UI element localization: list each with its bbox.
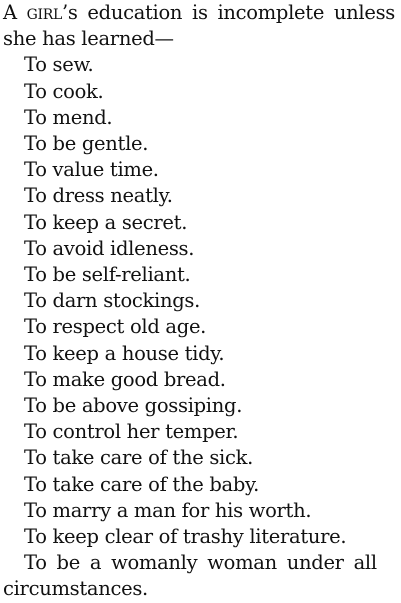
intro-rest: ’s education is incomplete unless she has learned— (3, 1, 395, 51)
last-item-line-2: circumstances. (3, 577, 148, 601)
list-item: To control her temper. (24, 420, 239, 444)
list-item: To keep clear of trashy literature. (24, 525, 347, 549)
last-item-line-1: To be a womanly woman under all (24, 551, 377, 575)
list-item: To make good bread. (24, 367, 226, 391)
list-item: To mend. (24, 105, 113, 129)
list-item: To darn stockings. (24, 289, 201, 313)
list-item: To cook. (24, 79, 104, 103)
list-item: To be gentle. (24, 132, 149, 156)
list-item: To take care of the sick. (24, 446, 254, 470)
list-item: To value time. (24, 158, 159, 182)
intro-paragraph (0, 0, 401, 52)
list-item: To respect old age. (24, 315, 207, 339)
list-item: To dress neatly. (24, 184, 173, 208)
list-item: To keep a secret. (24, 210, 188, 234)
list-item: To sew. (24, 53, 94, 77)
list-item-last (0, 550, 401, 576)
list-item: To be above gossiping. (24, 394, 243, 418)
list-item: To take care of the baby. (24, 472, 260, 496)
list-item: To avoid idleness. (24, 236, 195, 260)
list-item: To marry a man for his worth. (24, 498, 312, 522)
intro-smallcaps-word: girl (26, 1, 62, 24)
list-item: To be self-reliant. (24, 263, 191, 287)
lessons-list (0, 52, 401, 576)
intro-lead: A (3, 1, 27, 24)
list-item: To keep a house tidy. (24, 341, 225, 365)
